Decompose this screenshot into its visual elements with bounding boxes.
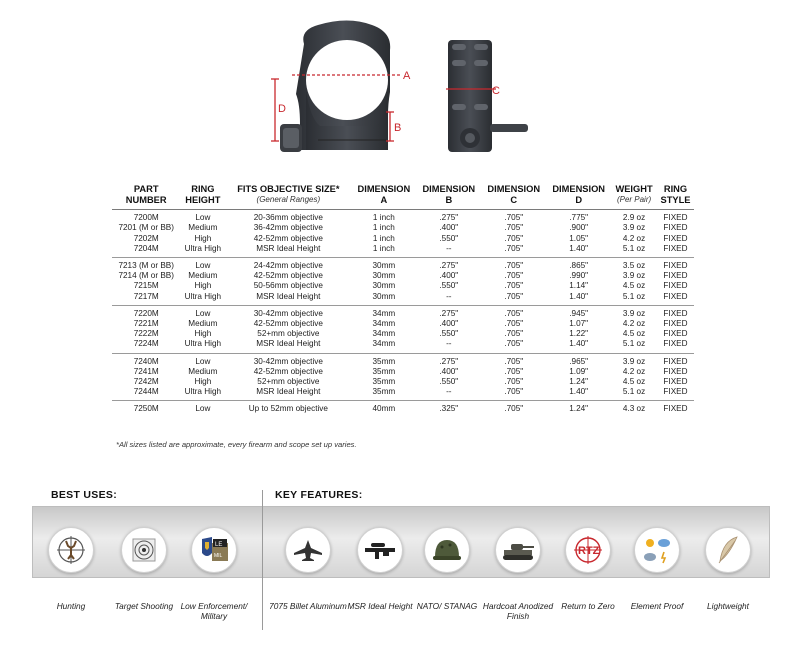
table-cell: 50-56mm objective: [253, 281, 323, 291]
feature-label: Element Proof: [630, 601, 684, 611]
dimension-a-label: A: [403, 70, 411, 82]
table-cell: .325": [439, 404, 459, 414]
feature-label: Lightweight: [707, 601, 749, 611]
col-header: [112, 184, 180, 210]
table-cell: Up to 52mm objective: [248, 404, 328, 414]
table-cell: 7244M: [133, 387, 159, 397]
table-cell: 5.1 oz: [622, 291, 646, 301]
spec-group: [112, 305, 694, 353]
helmet-icon: [424, 527, 470, 573]
table-cell: 30mm: [372, 261, 396, 270]
table-cell: 1.40": [569, 387, 589, 397]
table-cell: MSR Ideal Height: [256, 243, 321, 253]
table-cell: 4.2 oz: [622, 319, 646, 329]
table-cell: .705": [504, 366, 524, 376]
table-cell: FIXED: [663, 281, 688, 291]
col-header: [657, 184, 694, 210]
table-cell: 4.5 oz: [622, 281, 646, 291]
table-cell: 4.3 oz: [622, 404, 646, 414]
col-header-line1: PART: [133, 184, 159, 194]
table-cell: --: [446, 387, 452, 397]
table-cell: FIXED: [663, 233, 688, 243]
table-cell: 34mm: [372, 339, 396, 349]
table-cell: .705": [504, 404, 524, 414]
table-cell: 34mm: [372, 329, 396, 339]
table-cell: 5.1 oz: [622, 243, 646, 253]
table-cell: .705": [504, 329, 524, 339]
table-cell: 7224M: [133, 339, 159, 349]
table-cell: 30mm: [372, 281, 396, 291]
col-header-line1: RING: [663, 184, 688, 194]
table-cell: Low: [195, 213, 211, 223]
table-cell: .400": [439, 271, 459, 281]
table-cell: 7220M: [133, 308, 159, 318]
col-header: [416, 184, 481, 210]
table-cell: 3.5 oz: [622, 261, 646, 270]
table-cell: 7250M: [133, 404, 159, 414]
table-cell: .550": [439, 329, 459, 339]
col-header-line2: D: [575, 194, 583, 205]
table-row: [112, 377, 694, 387]
weather-icon: [634, 527, 680, 573]
table-cell: 4.5 oz: [622, 377, 646, 387]
table-cell: .705": [504, 308, 524, 318]
deer-target-icon: [48, 527, 94, 573]
table-cell: 42-52mm objective: [253, 271, 323, 281]
table-cell: 34mm: [372, 308, 396, 318]
table-cell: FIXED: [663, 223, 688, 233]
best-use-label: Hunting: [56, 601, 86, 611]
table-cell: 7200M: [133, 213, 159, 223]
table-row: [112, 329, 694, 339]
ring-front-view: [280, 21, 390, 153]
table-cell: Medium: [188, 319, 218, 329]
table-row: [112, 210, 694, 224]
table-cell: --: [446, 339, 452, 349]
table-cell: FIXED: [663, 339, 688, 349]
table-cell: .965": [569, 356, 589, 366]
feature-label: NATO/ STANAG: [416, 601, 478, 611]
table-cell: 30-42mm objective: [253, 308, 323, 318]
table-cell: MSR Ideal Height: [256, 387, 321, 397]
table-cell: 3.9 oz: [622, 223, 646, 233]
col-header-line2: HEIGHT: [185, 194, 221, 205]
svg-text:MIL: MIL: [214, 553, 223, 559]
table-cell: Ultra High: [184, 291, 222, 301]
col-header: [611, 184, 657, 210]
table-cell: High: [194, 329, 212, 339]
rifle-scope-icon: [357, 527, 403, 573]
key-features-title: KEY FEATURES:: [275, 489, 363, 501]
spec-group: [112, 353, 694, 401]
table-cell: .705": [504, 319, 524, 329]
table-cell: Medium: [188, 223, 218, 233]
feather-icon: [705, 527, 751, 573]
shooting-target-icon: [121, 527, 167, 573]
best-use-label: Target Shooting: [114, 601, 174, 611]
table-row: [112, 367, 694, 377]
table-cell: .275": [439, 356, 459, 366]
spec-table-header: [112, 184, 694, 210]
table-cell: 5.1 oz: [622, 387, 646, 397]
table-cell: --: [446, 291, 452, 301]
table-cell: 7204M: [133, 243, 159, 253]
table-cell: Medium: [188, 271, 218, 281]
table-cell: 1.40": [569, 243, 589, 253]
dimension-b-label: B: [394, 122, 402, 134]
table-cell: FIXED: [663, 366, 688, 376]
table-cell: .400": [439, 223, 459, 233]
table-row: [112, 223, 694, 233]
table-cell: High: [194, 281, 212, 291]
best-use-label: Low Enforcement/ Military: [180, 601, 248, 621]
table-cell: 7221M: [133, 319, 159, 329]
table-cell: MSR Ideal Height: [256, 291, 321, 301]
table-cell: High: [194, 377, 212, 387]
table-cell: 7222M: [133, 329, 159, 339]
table-cell: 5.1 oz: [622, 339, 646, 349]
table-cell: 7202M: [133, 233, 159, 243]
table-cell: 1 inch: [372, 223, 395, 233]
col-header-line2: B: [445, 194, 453, 205]
table-cell: Low: [195, 356, 211, 366]
spec-table: [112, 184, 694, 418]
table-cell: FIXED: [663, 243, 688, 253]
table-cell: .705": [504, 243, 524, 253]
table-cell: High: [194, 233, 212, 243]
table-cell: 1 inch: [372, 243, 395, 253]
table-cell: FIXED: [663, 356, 688, 366]
table-cell: 1.40": [569, 291, 589, 301]
table-cell: .945": [569, 308, 589, 318]
table-cell: 42-52mm objective: [253, 233, 323, 243]
table-cell: .275": [439, 261, 459, 270]
table-cell: MSR Ideal Height: [256, 339, 321, 349]
dimension-c-label: C: [492, 85, 500, 97]
table-row: [112, 401, 694, 418]
col-header-line2: A: [380, 194, 388, 205]
col-header-line1: DIMENSION: [487, 184, 541, 194]
table-cell: 30mm: [372, 271, 396, 281]
table-cell: FIXED: [663, 404, 688, 414]
table-cell: 7241M: [133, 366, 159, 376]
feature-label: Hardcoat Anodized Finish: [482, 601, 554, 621]
table-cell: .705": [504, 281, 524, 291]
col-header-line1: DIMENSION: [357, 184, 411, 194]
table-cell: 2.9 oz: [622, 213, 646, 223]
table-cell: 4.2 oz: [622, 233, 646, 243]
table-cell: 42-52mm objective: [253, 319, 323, 329]
table-cell: 40mm: [372, 404, 396, 414]
table-cell: 7214 (M or BB): [118, 271, 174, 281]
table-cell: 3.9 oz: [622, 271, 646, 281]
table-cell: 35mm: [372, 377, 396, 387]
table-cell: FIXED: [663, 319, 688, 329]
table-row: [112, 387, 694, 401]
table-cell: 7201 (M or BB): [118, 223, 174, 233]
spec-group: [112, 401, 694, 418]
table-cell: 35mm: [372, 356, 396, 366]
table-cell: .705": [504, 387, 524, 397]
table-cell: FIXED: [663, 291, 688, 301]
spec-group: [112, 258, 694, 306]
table-cell: .550": [439, 233, 459, 243]
feature-label: 7075 Billet Aluminum: [269, 601, 347, 611]
table-cell: 1.05": [569, 233, 589, 243]
table-cell: 30-42mm objective: [253, 356, 323, 366]
col-header-sub: (Per Pair): [616, 194, 652, 204]
col-header-line2: NUMBER: [125, 194, 167, 205]
table-cell: 35mm: [372, 387, 396, 397]
footnote: *All sizes listed are approximate, every firearm and scope set up varies.: [116, 440, 357, 449]
police-military-badge-icon: [191, 527, 237, 573]
table-cell: Low: [195, 261, 211, 270]
col-header: [481, 184, 546, 210]
table-cell: 1.24": [569, 404, 589, 414]
table-cell: .400": [439, 366, 459, 376]
dimension-d-label: D: [278, 103, 286, 115]
table-row: [112, 258, 694, 272]
feature-label: Return to Zero: [561, 601, 615, 611]
col-header-line2: C: [510, 194, 518, 205]
col-header-line1: FITS OBJECTIVE SIZE*: [237, 184, 340, 194]
feature-label: MSR Ideal Height: [347, 601, 413, 611]
table-row: [112, 353, 694, 367]
table-cell: .900": [569, 223, 589, 233]
ring-side-view: [448, 40, 528, 152]
table-cell: Ultra High: [184, 339, 222, 349]
col-header-line1: DIMENSION: [552, 184, 606, 194]
table-cell: FIXED: [663, 261, 688, 270]
tank-icon: [495, 527, 541, 573]
table-cell: FIXED: [663, 271, 688, 281]
table-cell: 52+mm objective: [257, 377, 320, 387]
table-cell: 1.14": [569, 281, 589, 291]
table-cell: .705": [504, 356, 524, 366]
table-cell: .400": [439, 319, 459, 329]
col-header: [225, 184, 351, 210]
table-cell: .705": [504, 233, 524, 243]
table-cell: 24-42mm objective: [253, 261, 323, 270]
table-cell: FIXED: [663, 387, 688, 397]
table-cell: .275": [439, 213, 459, 223]
table-cell: .865": [569, 261, 589, 270]
table-row: [112, 305, 694, 319]
table-cell: 1.22": [569, 329, 589, 339]
table-cell: .705": [504, 213, 524, 223]
table-cell: .775": [569, 213, 589, 223]
table-cell: 1 inch: [372, 213, 395, 223]
col-header: [351, 184, 416, 210]
table-row: [112, 281, 694, 291]
table-cell: 4.2 oz: [622, 366, 646, 376]
svg-text:RTZ: RTZ: [578, 545, 600, 557]
scope-ring-diagram: [0, 0, 800, 180]
jet-icon: [285, 527, 331, 573]
table-cell: 42-52mm objective: [253, 366, 323, 376]
table-cell: 1 inch: [372, 233, 395, 243]
table-cell: Ultra High: [184, 243, 222, 253]
table-cell: .990": [569, 271, 589, 281]
table-cell: 52+mm objective: [257, 329, 320, 339]
table-cell: --: [446, 243, 452, 253]
table-cell: .550": [439, 377, 459, 387]
feature-item: [683, 527, 773, 611]
table-cell: FIXED: [663, 213, 688, 223]
best-use-item: [169, 527, 259, 621]
table-cell: 7242M: [133, 377, 159, 387]
col-header-line1: RING: [191, 184, 215, 194]
table-cell: 20-36mm objective: [253, 213, 323, 223]
table-cell: 1.09": [569, 366, 589, 376]
table-row: [112, 339, 694, 353]
table-cell: FIXED: [663, 308, 688, 318]
table-cell: 36-42mm objective: [253, 223, 323, 233]
table-cell: Low: [195, 308, 211, 318]
best-uses-title: BEST USES:: [51, 489, 118, 501]
table-cell: Medium: [188, 366, 218, 376]
table-cell: FIXED: [663, 329, 688, 339]
table-cell: .705": [504, 291, 524, 301]
table-cell: Ultra High: [184, 387, 222, 397]
table-cell: 1.07": [569, 319, 589, 329]
table-cell: 1.24": [569, 377, 589, 387]
table-cell: .705": [504, 223, 524, 233]
table-cell: .275": [439, 308, 459, 318]
table-cell: 34mm: [372, 319, 396, 329]
table-cell: 1.40": [569, 339, 589, 349]
spec-group: [112, 210, 694, 258]
table-cell: FIXED: [663, 377, 688, 387]
table-cell: 30mm: [372, 291, 396, 301]
col-header: [180, 184, 225, 210]
col-header-line2: STYLE: [660, 194, 691, 205]
table-cell: 3.9 oz: [622, 356, 646, 366]
table-cell: 7217M: [133, 291, 159, 301]
svg-text:LE: LE: [215, 542, 223, 548]
table-row: [112, 271, 694, 281]
rtz-icon: [565, 527, 611, 573]
table-cell: .705": [504, 377, 524, 387]
table-cell: 3.9 oz: [622, 308, 646, 318]
table-row: [112, 292, 694, 306]
table-cell: 7215M: [133, 281, 159, 291]
table-row: [112, 244, 694, 258]
table-cell: .705": [504, 271, 524, 281]
table-cell: .705": [504, 339, 524, 349]
table-cell: 35mm: [372, 366, 396, 376]
table-cell: .550": [439, 281, 459, 291]
col-header-line1: DIMENSION: [422, 184, 476, 194]
table-cell: 7240M: [133, 356, 159, 366]
table-row: [112, 234, 694, 244]
table-row: [112, 319, 694, 329]
table-cell: .705": [504, 261, 524, 270]
table-cell: 7213 (M or BB): [118, 261, 174, 270]
table-cell: 4.5 oz: [622, 329, 646, 339]
table-cell: Low: [195, 404, 211, 414]
col-header-sub: (General Ranges): [256, 194, 321, 204]
col-header: [546, 184, 611, 210]
col-header-line1: WEIGHT: [615, 184, 653, 194]
